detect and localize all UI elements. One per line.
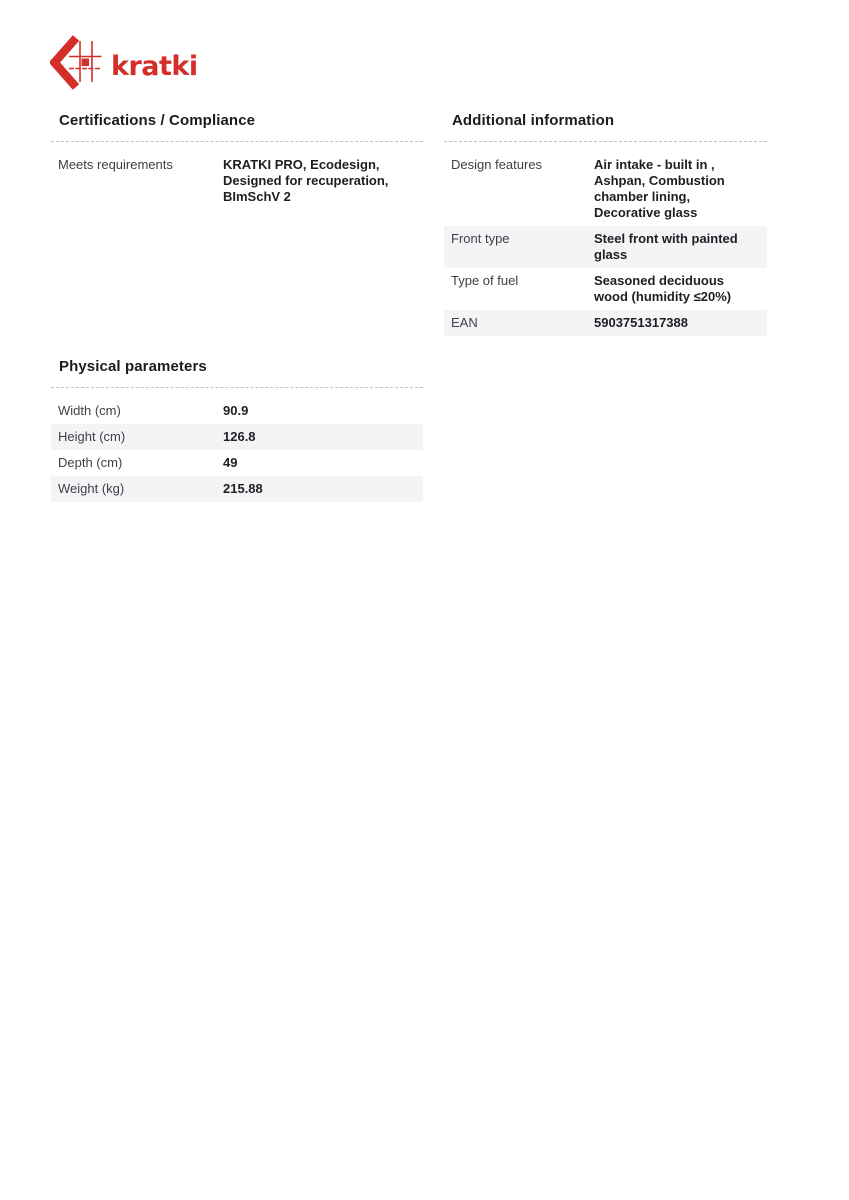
table-row [51,424,423,450]
row-label: Type of fuel [451,273,519,288]
row-value: 90.9 [223,403,249,418]
section-physical-parameters [51,358,423,502]
row-value: KRATKI PRO, Ecodesign, Designed for recuperation, BImSchV 2 [223,157,389,204]
table-row [444,268,767,310]
row-label: Weight (kg) [58,481,125,496]
table-row [444,152,767,226]
certifications-table [51,152,423,210]
physical-parameters-table [51,398,423,502]
kratki-chevron-grid-icon [50,35,102,95]
brand-wordmark: kratki [111,51,198,82]
row-label: Height (cm) [58,429,126,444]
section-title-physical: Physical parameters [51,358,423,388]
row-value: 215.88 [223,481,263,496]
additional-info-table [444,152,767,336]
row-label: Design features [451,157,543,172]
row-value: Steel front with painted glass [594,231,738,262]
table-row [51,398,423,424]
section-title-additional: Additional information [444,112,767,142]
row-label: EAN [451,315,478,330]
row-label: Front type [451,231,510,246]
section-title-certifications: Certifications / Compliance [51,112,423,142]
brand-logo [50,37,198,92]
table-row [51,450,423,476]
row-value: Air intake - built in , Ashpan, Combustion chamber lining, Decorative glass [594,157,725,220]
table-row [51,476,423,502]
row-value: 49 [223,455,238,470]
row-value: 5903751317388 [594,315,688,330]
table-row [444,310,767,336]
row-value: 126.8 [223,429,256,444]
row-value: Seasoned deciduous wood (humidity ≤20%) [594,273,732,304]
table-row [444,226,767,268]
row-label: Width (cm) [58,403,121,418]
row-label: Depth (cm) [58,455,123,470]
row-label: Meets requirements [58,157,173,172]
table-row [51,152,423,210]
section-certifications [51,112,423,210]
section-additional-information [444,112,767,336]
spec-columns [51,112,767,336]
